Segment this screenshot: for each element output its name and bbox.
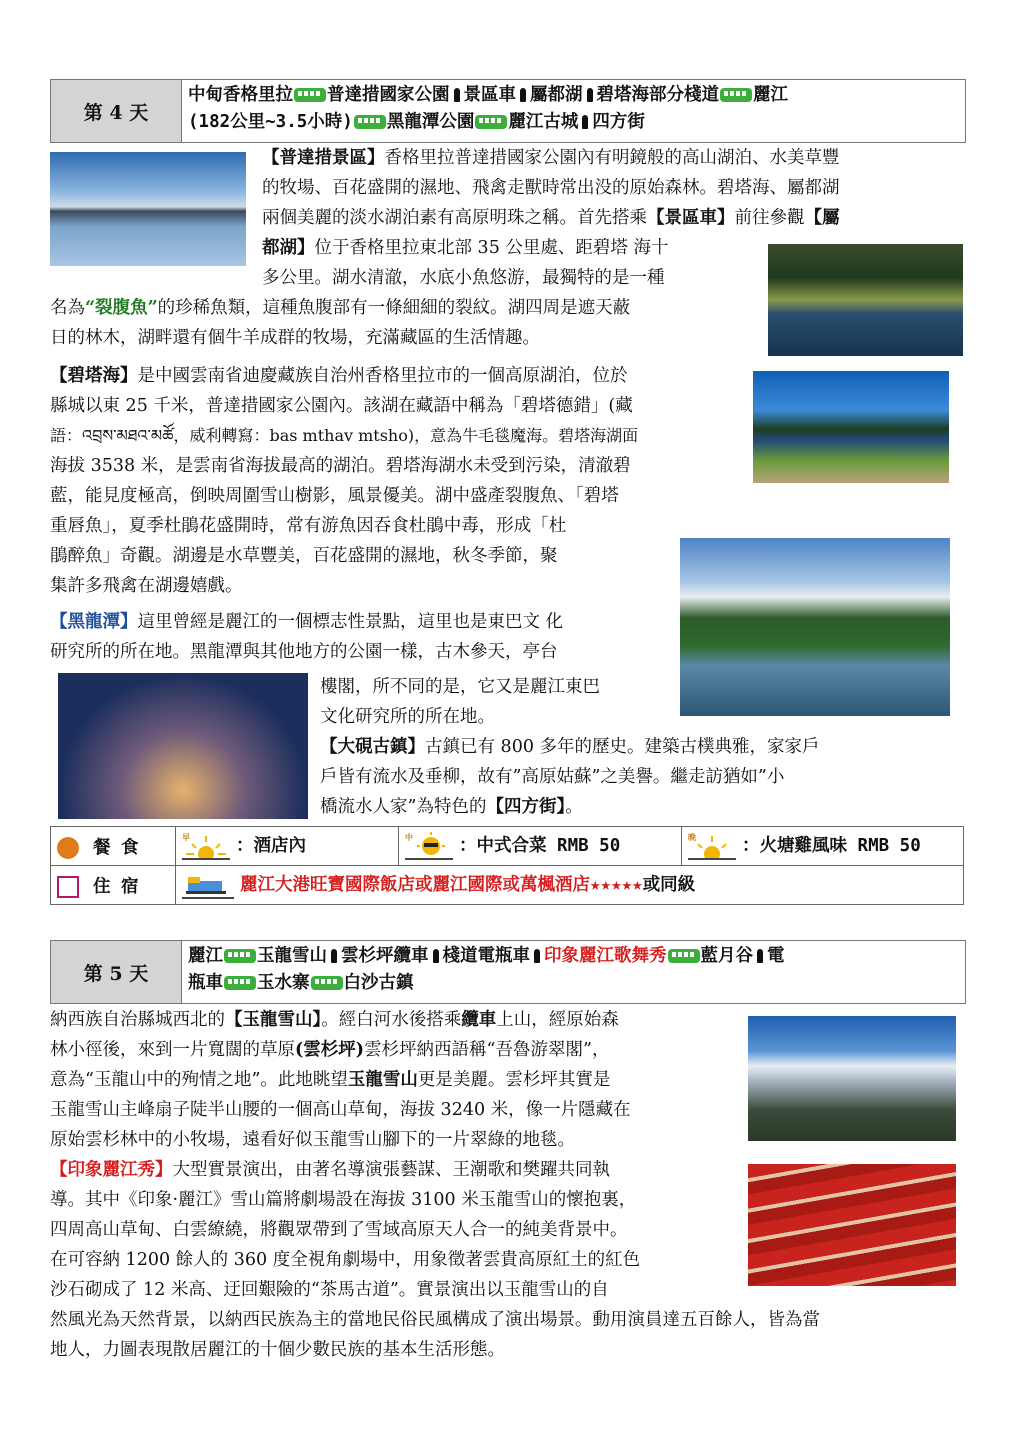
highlight: 【黑龍潭】 <box>50 612 138 632</box>
text: 位于香格里拉東北部 35 公里處、距碧塔 海十 <box>314 238 669 258</box>
meals-row <box>51 827 964 866</box>
day4-label: 第 4 天 <box>51 80 182 142</box>
text: 。 <box>565 797 583 817</box>
dinner-tag: 晚 <box>688 833 696 842</box>
route-stop: 麗江 <box>753 85 788 105</box>
lunch-cell <box>399 827 682 866</box>
day4-para2 <box>50 361 750 601</box>
stay-label: 住 宿 <box>93 876 139 897</box>
text: 語：འབྲས་མཐའ་མཚོ，威利轉寫：bas mthav mtsho)，意為牛毛毯魔海。碧塔海湖面 <box>50 426 639 445</box>
hotel-suffix: 或同級 <box>642 875 696 895</box>
text: 研究所的所在地。黑龍潭與其他地方的公園一樣，古木參天，亭台 <box>50 642 558 662</box>
route-stop: 玉龍雪山 <box>257 946 327 966</box>
sunset-icon <box>688 832 736 860</box>
text: 林小徑後，來到一片寬闊的草原 <box>50 1040 295 1060</box>
jade-dragon-snow-mountain-photo <box>748 1016 956 1141</box>
pin-icon <box>331 949 337 963</box>
text: 納西族自治縣城西北的 <box>50 1010 225 1030</box>
highlight: 【景區車】 <box>647 208 735 228</box>
highlight: 【印象麗江秀】 <box>50 1160 173 1180</box>
route-stop: 麗江 <box>188 946 223 966</box>
breakfast-tag: 早 <box>182 833 190 842</box>
route-stop: 雲杉坪纜車 <box>341 946 429 966</box>
highlight: 【普達措景區】 <box>262 148 385 168</box>
text: 沙石砌成了 12 米高、迂回艱險的“茶馬古道”。實景演出以玉龍雪山的自 <box>50 1280 609 1300</box>
highlight: 【屬 <box>804 208 840 228</box>
text: 玉龍雪山主峰扇子陡半山腰的一個高山草甸，海拔 3240 米，像一片隱藏在 <box>50 1100 631 1120</box>
bus-icon <box>354 115 386 129</box>
hotel-stars: ★★★★★ <box>590 875 643 895</box>
highlight: (雲杉坪) <box>295 1040 365 1060</box>
stay-label-cell <box>51 866 176 905</box>
day4-header <box>50 79 966 143</box>
bus-icon <box>311 976 343 990</box>
meals-label-cell <box>51 827 176 866</box>
text: 地人，力圖表現散居麗江的十個少數民族的基本生活形態。 <box>50 1340 505 1360</box>
text: 這里曾經是麗江的一個標志性景點，這里也是東巴文 化 <box>137 612 564 632</box>
highlight: 都湖】 <box>262 238 315 258</box>
text: 。經白河水後搭乘 <box>321 1010 462 1030</box>
highlight: 【玉龍雪山】 <box>225 1010 322 1030</box>
text: 兩個美麗的淡水湖泊素有高原明珠之稱。首先搭乘 <box>262 208 647 228</box>
text: 前往參觀 <box>734 208 805 228</box>
text: 導。其中《印象·麗江》雪山篇將劇場設在海拔 3100 米玉龍雪山的懷抱裏， <box>50 1190 637 1210</box>
text: 日的林木，湖畔還有個牛羊成群的牧場，充滿藏區的生活情趣。 <box>50 328 540 348</box>
route-stop: 黑龍潭公園 <box>386 112 475 132</box>
text: 樓閣，所不同的是，它又是麗江東巴 <box>320 677 600 697</box>
text: 雲杉坪納西語稱“吾魯游翠閣”， <box>364 1040 610 1060</box>
pin-icon <box>433 949 439 963</box>
text: 鵑醉魚」奇觀。湖邊是水草豐美，百花盛開的濕地，秋冬季節，聚 <box>50 546 558 566</box>
route-stop: 電 <box>767 946 785 966</box>
stay-row <box>51 866 964 905</box>
house-icon <box>57 876 79 898</box>
text: 文化研究所的所在地。 <box>320 707 495 727</box>
text: 戶皆有流水及垂柳，故有”高原姑蘇”之美譽。繼走訪猶如”小 <box>320 767 785 787</box>
bus-icon <box>224 976 256 990</box>
day4-para1-top <box>262 143 962 263</box>
text: 原始雲杉林中的小牧場，遠看好似玉龍雪山腳下的一片翠綠的地毯。 <box>50 1130 575 1150</box>
pin-icon <box>454 88 460 102</box>
text: 海拔 3538 米，是雲南省海拔最高的湖泊。碧塔海湖水未受到污染，清澈碧 <box>50 456 631 476</box>
route-stop: 棧道電瓶車 <box>442 946 530 966</box>
pin-icon <box>582 115 588 129</box>
day5-header <box>50 940 966 1004</box>
text: 古鎮已有 800 多年的歷史。建築古樸典雅，家家戶 <box>425 737 820 757</box>
highlight: 【四方街】 <box>486 797 566 817</box>
text: 四周高山草甸、白雲繚繞，將觀眾帶到了雪域高原天人合一的純美背景中。 <box>50 1220 628 1240</box>
day4-route <box>182 80 965 142</box>
route-stop: 屬都湖 <box>530 85 583 105</box>
highlight: 【大硯古鎮】 <box>320 737 425 757</box>
day4-para1-bottom <box>50 293 762 353</box>
bus-icon <box>668 949 700 963</box>
text: 多公里。湖水清澈，水底小魚悠游，最獨特的是一種 <box>262 268 665 288</box>
breakfast-cell <box>176 827 399 866</box>
bus-icon <box>224 949 256 963</box>
bus-icon <box>475 115 507 129</box>
text: 香格里拉普達措國家公園內有明鏡般的高山湖泊、水美草豐 <box>384 148 840 168</box>
day5-para1 <box>50 1005 740 1155</box>
bus-icon <box>720 88 752 102</box>
text: 意為“玉龍山中的殉情之地”。此地眺望 <box>50 1070 348 1090</box>
day4-para1-mid <box>262 263 762 293</box>
route-stop: 麗江古城 <box>508 112 579 132</box>
sunrise-icon <box>182 832 230 860</box>
day5-para2-bottom <box>50 1305 964 1365</box>
text: 是中國雲南省迪慶藏族自治州香格里拉市的一個高原湖泊，位於 <box>137 366 628 386</box>
day4-para4 <box>320 732 960 822</box>
day4-meals-table <box>50 826 964 905</box>
route-stop: 碧塔海部分棧道 <box>596 85 719 105</box>
text: 藍，能見度極高，倒映周圍雪山樹影，風景優美。湖中盛產裂腹魚、「碧塔 <box>50 486 619 506</box>
hotel-bed-icon <box>182 871 234 899</box>
highlight: 【碧塔海】 <box>50 366 138 386</box>
route-stop: 瓶車 <box>188 973 223 993</box>
text: 然風光為天然背景，以納西民族為主的當地民俗民風構成了演出場景。動用演員達五百餘人，皆為當 <box>50 1310 820 1330</box>
highlight: 纜車 <box>461 1010 497 1030</box>
route-stop: 白沙古鎮 <box>343 973 414 993</box>
pin-icon <box>520 88 526 102</box>
text: 縣城以東 25 千米，普達措國家公園內。該湖在藏語中稱為「碧塔德錯」(藏 <box>50 396 633 416</box>
route-stop: 景區車 <box>463 85 516 105</box>
hotel-cell <box>176 866 964 905</box>
text: 橋流水人家”為特色的 <box>320 797 487 817</box>
highlight: 玉龍雪山 <box>347 1070 418 1090</box>
day4-para3-bottom <box>320 672 670 732</box>
impression-lijiang-photo <box>748 1164 956 1286</box>
route-stop: 中甸香格里拉 <box>188 85 293 105</box>
route-stop-highlight: 印象麗江歌舞秀 <box>544 946 667 966</box>
route-distance: (182公里~3.5小時) <box>188 112 353 132</box>
dinner-text: ：火塘雞風味 RMB 50 <box>742 836 921 856</box>
route-stop: 玉水寨 <box>257 973 310 993</box>
fish-name: “裂腹魚” <box>85 298 158 318</box>
text: 的牧場、百花盛開的濕地、飛禽走獸時常出没的原始森林。碧塔海、屬都湖 <box>262 178 840 198</box>
breakfast-text: ：酒店內 <box>236 836 306 856</box>
dinner-cell <box>682 827 964 866</box>
text: 重唇魚」，夏季杜鵑花盛開時，常有游魚因吞食杜鵑中毒，形成「杜 <box>50 516 567 536</box>
bita-sea-photo <box>753 371 949 483</box>
day5-label: 第 5 天 <box>51 941 182 1003</box>
route-stop: 四方街 <box>592 112 645 132</box>
pin-icon <box>757 949 763 963</box>
day4-para3-top <box>50 607 670 667</box>
text: 大型實景演出，由著名導演張藝謀、王潮歌和樊躍共同執 <box>172 1160 610 1180</box>
hotel-name: 麗江大港旺寶國際飯店或麗江國際或萬楓酒店 <box>240 875 590 895</box>
sun-sunglasses-icon <box>405 832 453 860</box>
lunch-tag: 中 <box>405 833 413 842</box>
day5-route <box>182 941 965 1003</box>
text: 更是美麗。雲杉坪其實是 <box>417 1070 611 1090</box>
lunch-text: ：中式合菜 RMB 50 <box>459 836 621 856</box>
text: 上山，經原始森 <box>496 1010 619 1030</box>
pin-icon <box>587 88 593 102</box>
day5-para2-top <box>50 1155 740 1305</box>
utensils-icon <box>57 837 79 859</box>
meals-label: 餐 食 <box>93 837 139 858</box>
route-stop: 普達措國家公園 <box>327 85 450 105</box>
pin-icon <box>534 949 540 963</box>
lake-photo <box>50 152 246 266</box>
old-town-night-photo <box>58 673 308 819</box>
text: 集許多飛禽在湖邊嬉戲。 <box>50 576 243 596</box>
text: 的珍稀魚類，這種魚腹部有一條細細的裂紋。湖四周是遮天蔽 <box>157 298 631 318</box>
route-stop: 藍月谷 <box>700 946 753 966</box>
text: 在可容納 1200 餘人的 360 度全視角劇場中，用象徵著雲貴高原紅土的紅色 <box>50 1250 641 1270</box>
bus-icon <box>294 88 326 102</box>
text: 名為 <box>50 298 85 318</box>
